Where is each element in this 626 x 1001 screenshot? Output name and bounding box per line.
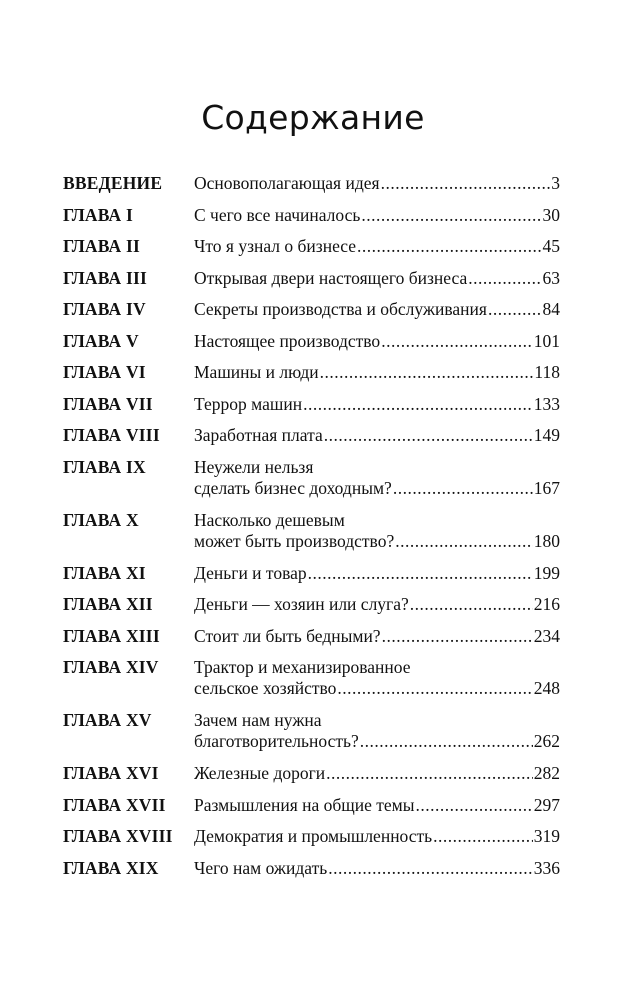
dot-leader — [320, 362, 534, 383]
toc-entry — [63, 563, 560, 584]
chapter-label: ГЛАВА XIII — [63, 625, 160, 646]
toc-entry — [63, 763, 560, 784]
chapter-title-line — [194, 763, 560, 784]
chapter-label: ГЛАВА IV — [63, 299, 146, 319]
chapter-title: благотворительность? — [194, 731, 359, 751]
chapter-title-line — [194, 858, 560, 879]
chapter-title: может быть производство? — [194, 530, 395, 551]
chapter-label: ГЛАВА XVI — [63, 763, 159, 783]
chapter-title-block — [194, 394, 560, 415]
toc-entry — [63, 594, 560, 615]
chapter-title-first-line: Зачем нам нужна — [194, 710, 322, 730]
chapter-title-block — [194, 795, 560, 816]
chapter-title-line — [194, 678, 560, 699]
chapter-title: Секреты производства и обслуживания — [194, 299, 487, 319]
chapter-title: Размышления на общие темы — [194, 794, 415, 815]
chapter-label: ГЛАВА XIX — [63, 857, 159, 878]
toc-entry — [63, 425, 560, 446]
chapter-label: ГЛАВА II — [63, 236, 140, 256]
chapter-title-line — [194, 531, 560, 552]
chapter-title: Стоит ли быть бедными? — [194, 625, 381, 646]
chapter-title-line — [194, 362, 560, 383]
dot-leader — [393, 478, 533, 499]
chapter-title: сделать бизнес доходным? — [194, 477, 392, 498]
dot-leader — [395, 531, 533, 552]
toc-entry — [63, 826, 560, 847]
chapter-title: Деньги — хозяин или слуга? — [194, 594, 409, 614]
chapter-title: Открывая двери настоящего бизнеса — [194, 267, 468, 288]
toc-entry — [63, 331, 560, 352]
dot-leader — [357, 236, 541, 257]
chapter-title: сельское хозяйство — [194, 678, 337, 698]
dot-leader — [488, 299, 542, 320]
chapter-title-line — [194, 331, 560, 352]
chapter-title-block — [194, 362, 560, 383]
chapter-title: Заработная плата — [194, 425, 323, 445]
chapter-label: ГЛАВА V — [63, 330, 139, 351]
page-title: Содержание — [201, 98, 425, 137]
chapter-label: ГЛАВА VIII — [63, 425, 160, 445]
chapter-title-block — [194, 858, 560, 879]
chapter-title-block — [194, 299, 560, 320]
chapter-title-block — [194, 763, 560, 784]
chapter-title-block — [194, 594, 560, 615]
chapter-label: ГЛАВА XI — [63, 562, 146, 583]
toc-entry — [63, 268, 560, 289]
chapter-label: ГЛАВА X — [63, 509, 139, 530]
chapter-label: ГЛАВА XIV — [63, 657, 159, 677]
chapter-title-first-line: Трактор и механизированное — [194, 657, 411, 677]
chapter-title-block — [194, 236, 560, 257]
page-number: 149 — [533, 425, 560, 445]
chapter-title-line — [194, 731, 560, 752]
chapter-title-block — [194, 510, 560, 552]
chapter-title-line — [194, 795, 560, 816]
toc-entry — [63, 205, 560, 226]
toc-entry — [63, 394, 560, 415]
page-number: 30 — [542, 204, 560, 225]
chapter-title-line — [194, 425, 560, 446]
chapter-label: ГЛАВА XVIII — [63, 826, 173, 846]
chapter-title-line — [194, 205, 560, 226]
dot-leader — [416, 795, 533, 816]
chapter-title-block — [194, 268, 560, 289]
chapter-label: ГЛАВА XV — [63, 710, 152, 730]
chapter-label: ГЛАВА VI — [63, 362, 146, 382]
toc-entry — [63, 362, 560, 383]
page-number: 133 — [533, 393, 560, 414]
chapter-title: Железные дороги — [194, 763, 326, 783]
chapter-label: ВВЕДЕНИЕ — [63, 173, 163, 193]
chapter-title-block — [194, 331, 560, 352]
chapter-title: Машины и люди — [194, 362, 319, 382]
chapter-title-line — [194, 826, 560, 847]
page-number: 101 — [533, 330, 560, 351]
chapter-title: С чего все начиналось — [194, 204, 361, 225]
chapter-title-block — [194, 826, 560, 847]
chapter-title-block — [194, 626, 560, 647]
chapter-title-line — [194, 236, 560, 257]
dot-leader — [337, 678, 532, 699]
chapter-title: Что я узнал о бизнесе — [194, 236, 357, 256]
dot-leader — [308, 563, 533, 584]
toc-entry — [63, 657, 560, 699]
page-number: 3 — [551, 173, 560, 193]
dot-leader — [410, 594, 533, 615]
dot-leader — [360, 731, 533, 752]
toc-entry — [63, 626, 560, 647]
page-number: 180 — [533, 530, 560, 551]
page-number: 118 — [534, 362, 560, 382]
chapter-title-block — [194, 205, 560, 226]
toc-entry — [63, 710, 560, 752]
dot-leader — [381, 331, 533, 352]
page-number: 297 — [533, 794, 560, 815]
chapter-label: ГЛАВА I — [63, 204, 133, 225]
chapter-title-line — [194, 478, 560, 499]
chapter-label: ГЛАВА VII — [63, 393, 153, 414]
toc-entry — [63, 457, 560, 499]
chapter-label: ГЛАВА III — [63, 267, 147, 288]
page-number: 282 — [533, 763, 560, 783]
chapter-title-block — [194, 710, 560, 752]
chapter-title-block — [194, 457, 560, 499]
page-number: 167 — [533, 477, 560, 498]
chapter-title-first-line: Неужели нельзя — [194, 456, 314, 477]
page-number: 248 — [533, 678, 560, 698]
dot-leader — [324, 425, 533, 446]
toc-entry — [63, 236, 560, 257]
chapter-title-block — [194, 657, 560, 699]
chapter-title-block — [194, 425, 560, 446]
page-number: 45 — [542, 236, 560, 256]
chapter-title-line — [194, 394, 560, 415]
chapter-title-line — [194, 563, 560, 584]
chapter-title-line — [194, 173, 560, 194]
dot-leader — [326, 763, 533, 784]
page-number: 63 — [542, 267, 560, 288]
chapter-label: ГЛАВА XVII — [63, 794, 166, 815]
chapter-title-line — [194, 594, 560, 615]
dot-leader — [381, 173, 551, 194]
page-number: 336 — [533, 857, 560, 878]
dot-leader — [303, 394, 533, 415]
chapter-title-line — [194, 268, 560, 289]
toc-entry — [63, 510, 560, 552]
chapter-title: Настоящее производство — [194, 330, 381, 351]
chapter-title: Деньги и товар — [194, 562, 307, 583]
dot-leader — [361, 205, 541, 226]
chapter-label: ГЛАВА XII — [63, 594, 153, 614]
chapter-title: Террор машин — [194, 393, 303, 414]
dot-leader — [468, 268, 541, 289]
chapter-title: Демократия и промышленность — [194, 826, 433, 846]
chapter-title: Основополагающая идея — [194, 173, 380, 193]
dot-leader — [382, 626, 533, 647]
dot-leader — [328, 858, 533, 879]
chapter-title-block — [194, 563, 560, 584]
page-number: 262 — [533, 731, 560, 751]
chapter-title-line — [194, 626, 560, 647]
page-number: 234 — [533, 625, 560, 646]
page-number: 199 — [533, 562, 560, 583]
chapter-title-block — [194, 173, 560, 194]
chapter-title: Чего нам ожидать — [194, 857, 328, 878]
chapter-label: ГЛАВА IX — [63, 456, 146, 477]
page-number: 84 — [542, 299, 560, 319]
page-number: 319 — [533, 826, 560, 846]
chapter-title-first-line: Насколько дешевым — [194, 509, 345, 530]
toc-entry — [63, 299, 560, 320]
toc-entry — [63, 858, 560, 879]
chapter-title-line — [194, 299, 560, 320]
table-of-contents — [63, 173, 560, 889]
toc-entry — [63, 795, 560, 816]
dot-leader — [433, 826, 533, 847]
page-number: 216 — [533, 594, 560, 614]
toc-entry — [63, 173, 560, 194]
